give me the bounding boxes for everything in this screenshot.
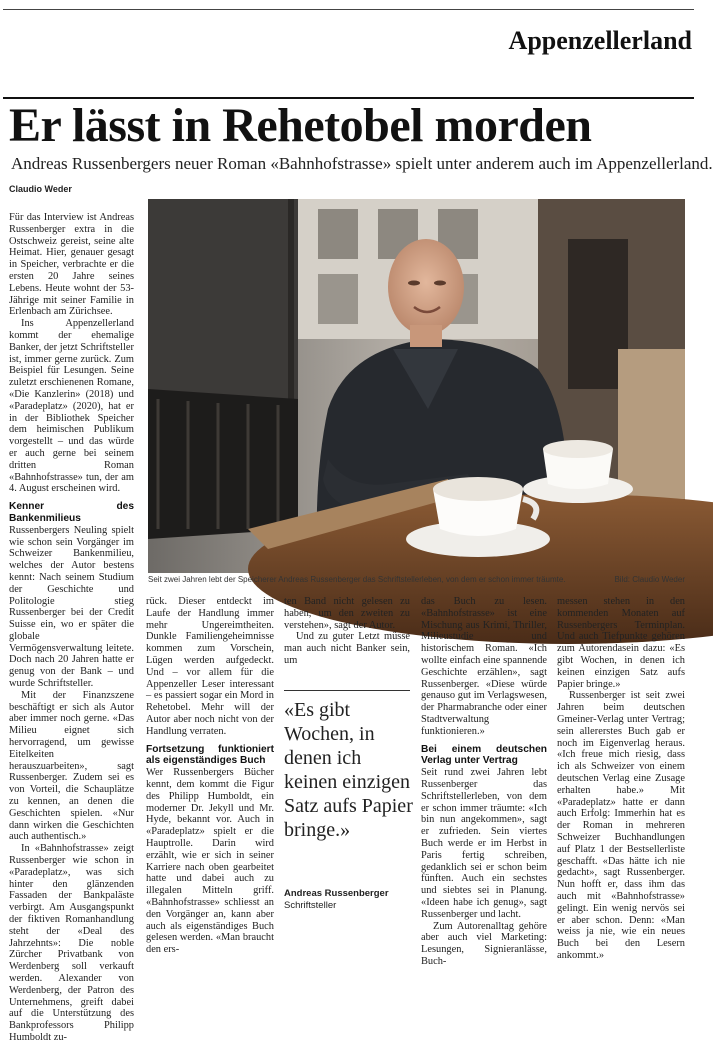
paragraph: Zum Autorenalltag gehöre aber auch viel Marketing: Lesungen, Signieranlässe, Buch-	[421, 920, 547, 967]
paragraph: Ins Appenzellerland kommt der ehemalige Banker, der jetzt Schriftsteller ist, immer gerne zurück. Zum Beispiel für Lesungen. Seine zuletzt erschienenen Romane, «Die Kanzlerin» (2018) und «Paradeplatz» (2020), hat er in der Bibliothek Speicher dem heimischen Publikum vorgestellt – und das würde er auch gerne bei seinem dritten Roman «Bahnhofstrasse» tun, der am 4. August erscheinen wird.	[9, 318, 134, 495]
quote-attribution	[284, 888, 410, 912]
paragraph: Russenbergers Neuling spielt wie schon sein Vorgänger im Schweizer Bankenmilieu, welches der Autor bestens kennt: Nach seinem Studium der Geschichte und Politologie stieg Russenberger bei der Credit Suisse ein, wo er später die globale Vermögensverwaltung leitete. Doch nach 20 Jahren hatte er genug von der Bank – und wurde Schriftsteller.	[9, 524, 134, 690]
quote-role: Schriftsteller	[284, 900, 337, 911]
quote-rule	[284, 690, 410, 691]
article-column-3	[284, 596, 410, 686]
article-column-4	[421, 596, 547, 967]
paragraph: Für das Interview ist Andreas Russenberger extra in die Ostschweiz gereist, seine alte Heimat. Hier, genauer gesagt in Speicher, verbrachte er die ersten 20 Jahre seines Lebens. Heute wohnt der 53-Jährige mit seiner Familie in Erlenbach am Zürichsee.	[9, 212, 134, 318]
paragraph: Und zu guter Letzt müsse man auch nicht Banker sein, um	[284, 631, 410, 666]
photo-credit: Bild: Claudio Weder	[614, 575, 685, 584]
article-column-2	[146, 596, 274, 956]
photo-caption	[148, 575, 685, 584]
article-photo	[148, 199, 685, 573]
section-title: Appenzellerland	[508, 26, 692, 55]
article-column-5	[557, 596, 685, 961]
paragraph: messen stehen in den kommenden Monaten auf Russenbergers Terminplan. Und auch Tiefpunkte gehören zum Autorendasein dazu: «Es gibt Wochen, in denen ich keinen einzigen Satz aufs Papier bringe.»	[557, 596, 685, 690]
paragraph: rück. Dieser entdeckt im Laufe der Handlung immer mehr Ungereimtheiten. Dunkle Familiengeheimnisse kommen zum Vorschein, Lügen werden aufgedeckt. Und – vor allem für die Appenzeller Leser interessant – es passiert sogar ein Mord in Rehetobel. Mehr will der Autor aber noch nicht von der Handlung verraten.	[146, 596, 274, 737]
paragraph: ten Band nicht gelesen zu haben, um den zweiten zu verstehen», sagt der Autor.	[284, 596, 410, 631]
caption-text: Seit zwei Jahren lebt der Speicherer Andreas Russenberger das Schriftstellerleben, von dem er schon immer träumte.	[148, 575, 566, 584]
headline: Er lässt in Rehetobel morden	[9, 99, 592, 152]
quote-name: Andreas Russenberger	[284, 888, 389, 899]
subheading: Fortsetzung funktioniert als eigenständiges Buch	[146, 743, 274, 767]
paragraph: Wer Russenbergers Bücher kennt, dem kommt die Figur des Philipp Humboldt, ein moderner Dr. Jekyll und Mr. Hyde, bekannt vor. Auch in «Paradeplatz» spielt er die Hauptrolle. Darin wird erzählt, wie er sich in seiner Karriere nach oben gearbeitet hatte und dabei auch zu illegalen Mitteln griff. «Bahnhofstrasse» schliesst an den Vorgänger an, kann aber auch als eigenständiges Buch gelesen werden. «Man braucht den ers-	[146, 767, 274, 956]
paragraph: Mit der Finanzszene beschäftigt er sich als Autor aber immer noch gerne. «Das Milieu eignet sich hervorragend, um gewisse Eitelkeiten herauszuarbeiten», sagt Russenberger. Zudem sei es von Vorteil, die Schauplätze zu kennen, an denen die Geschichten spielen. «Nur dann wirken die Geschichten auch authentisch.»	[9, 689, 134, 843]
article-column-1	[9, 212, 134, 1043]
pull-quote: «Es gibt Wochen, in denen ich keinen einzigen Satz aufs Papier bringe.»	[284, 699, 413, 841]
subheading: Bei einem deutschen Verlag unter Vertrag	[421, 743, 547, 767]
paragraph: das Buch zu lesen. «Bahnhofstrasse» ist eine Mischung aus Krimi, Thriller, Milieustudie und historischem Roman. «Ich wollte einfach eine spannende Geschichte erzählen», sagt Russenberger. «Diese würde genauso gut im Verlagswesen, der Pharmabranche oder einer Stadtverwaltung funktionieren.»	[421, 596, 547, 737]
top-rule	[3, 9, 694, 10]
paragraph: In «Bahnhofstrasse» zeigt Russenberger wie schon in «Paradeplatz», was sich hinter den glänzenden Fassaden der Bankpaläste verbirgt. Am Ausgangspunkt der fiktiven Romanhandlung steht der «Deal des Jahrzehnts»: Die noble Zürcher Privatbank von Werdenberg soll verkauft werden. Alexander von Werdenberg, der Patron des Unternehmens, greift dabei auf die Unterstützung des Bankprofessors Philipp Humboldt zu-	[9, 843, 134, 1043]
paragraph: Seit rund zwei Jahren lebt Russenberger das Schriftstellerleben, von dem er schon immer träumte: «Ich bin nun angekommen», sagt er zufrieden. Sein viertes Buch werde er im Herbst in Paris fertig schreiben, gedanklich sei er schon beim fünften. Auch ein sechstes und siebtes sei in Planung. «Ideen habe ich genug», sagt Russenberger und lacht.	[421, 767, 547, 920]
lead-text: Andreas Russenbergers neuer Roman «Bahnhofstrasse» spielt unter anderem auch im Appenzellerland.	[11, 154, 713, 173]
photo-illustration	[148, 199, 685, 573]
subheading: Kenner des Bankenmilieus	[9, 501, 134, 524]
paragraph: Russenberger ist seit zwei Jahren beim deutschen Gmeiner-Verlag unter Vertrag; sein allererstes Buch gab er noch im Eigenverlag heraus. «Ich freue mich riesig, dass ich als Schweizer von einem deutschen Verlag eine Zusage erhalten habe.» Mit «Paradeplatz» hatte er dann auch Erfolg: Immerhin hat es der Roman in mehreren Schweizer Buchhandlungen auf Platz 1 der Bestsellerliste geschafft. «Das hätte ich nie gedacht», sagt Russenberger. Nun hofft er, dass ihm das auch mit «Bahnhofstrasse» gelingt. Ein wenig nervös sei er aber schon. Denn: «Man weiss ja nie, wie ein neues Buch bei den Lesern ankommt.»	[557, 690, 685, 961]
author-byline: Claudio Weder	[9, 184, 72, 194]
